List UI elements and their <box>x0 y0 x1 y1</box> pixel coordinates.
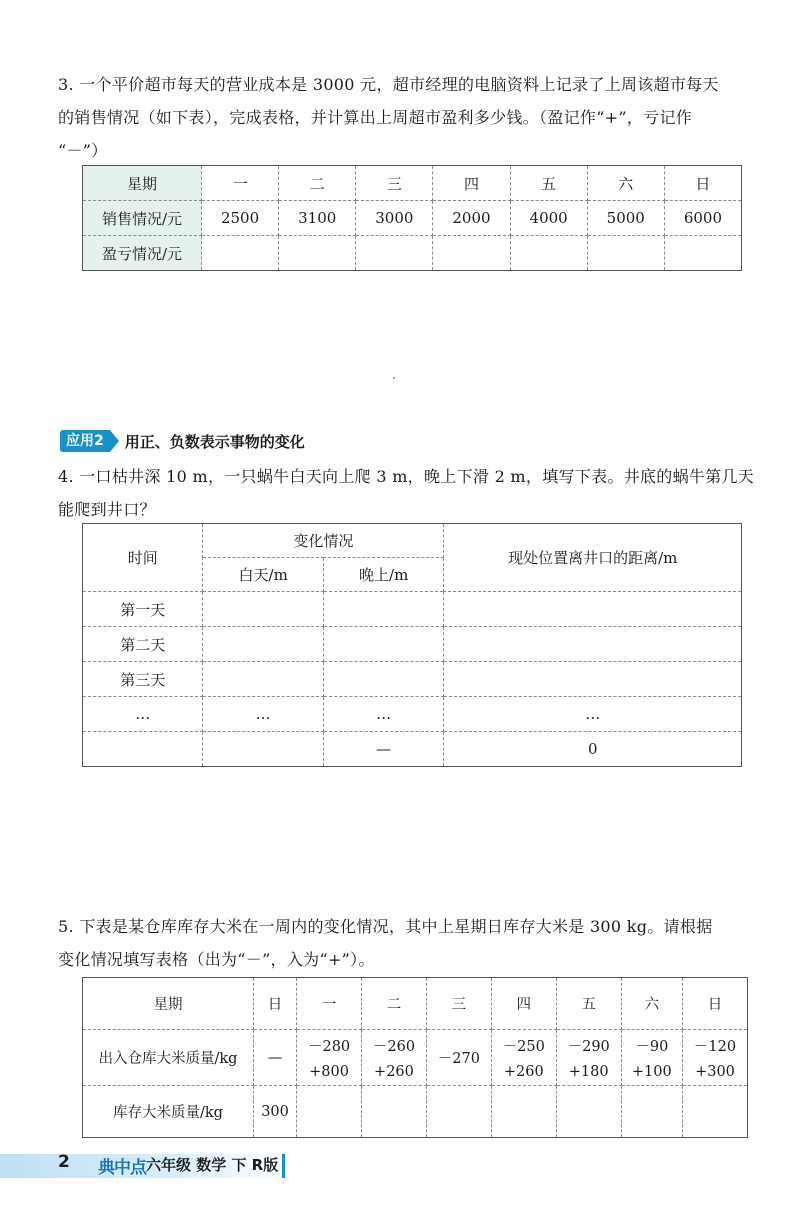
answer-cell[interactable] <box>203 627 324 662</box>
section-title: 用正、负数表示事物的变化 <box>124 432 305 451</box>
question-3-line-3: “－”） <box>58 141 108 160</box>
table-row <box>83 592 742 627</box>
table-cell: 0 <box>444 732 742 767</box>
table-cell: 3100 <box>279 201 356 236</box>
answer-cell[interactable] <box>556 1086 621 1138</box>
row-label: 库存大米质量/kg <box>83 1086 254 1138</box>
table-cell: －270 <box>426 1030 491 1086</box>
table-row <box>83 627 742 662</box>
in-value: +100 <box>631 1064 672 1080</box>
in-value: +260 <box>503 1064 544 1080</box>
table-row <box>83 236 742 271</box>
table-cell: 2500 <box>202 201 279 236</box>
header-cell: 星期 <box>83 978 254 1030</box>
answer-cell[interactable] <box>444 627 742 662</box>
table-cell <box>362 1030 427 1086</box>
answer-cell[interactable] <box>279 236 356 271</box>
in-value: +180 <box>568 1064 609 1080</box>
table-row <box>83 662 742 697</box>
page-footer <box>0 1150 800 1184</box>
header-cell: 四 <box>433 166 510 201</box>
answer-cell[interactable] <box>203 662 324 697</box>
header-cell: 六 <box>621 978 682 1030</box>
out-value: －90 <box>635 1039 669 1055</box>
header-cell: 日 <box>683 978 748 1030</box>
header-cell: 一 <box>202 166 279 201</box>
header-cell: 二 <box>362 978 427 1030</box>
in-value: +300 <box>695 1064 735 1080</box>
question-4-line-1: 4. 一口枯井深 10 m，一只蜗牛白天向上爬 3 m，晚上下滑 2 m，填写下表。井底的蜗牛第几天 <box>58 467 755 486</box>
answer-cell[interactable] <box>444 592 742 627</box>
answer-cell[interactable] <box>683 1086 748 1138</box>
sales-table <box>82 165 742 271</box>
header-cell: 五 <box>510 166 587 201</box>
ellipsis-cell: … <box>83 697 203 732</box>
answer-cell[interactable] <box>356 236 433 271</box>
answer-cell[interactable] <box>444 662 742 697</box>
header-cell: 日 <box>254 978 297 1030</box>
table-cell <box>683 1030 748 1086</box>
answer-cell[interactable] <box>323 627 444 662</box>
question-3-text <box>58 68 770 167</box>
answer-cell[interactable] <box>491 1086 556 1138</box>
row-label: 第一天 <box>83 592 203 627</box>
answer-cell[interactable] <box>433 236 510 271</box>
rice-table <box>82 977 748 1138</box>
header-cell: 四 <box>491 978 556 1030</box>
table-cell <box>491 1030 556 1086</box>
table-cell: — <box>254 1030 297 1086</box>
header-cell: 日 <box>664 166 741 201</box>
answer-cell[interactable] <box>83 732 203 767</box>
answer-cell[interactable] <box>426 1086 491 1138</box>
rice-table-header-row <box>83 978 748 1030</box>
out-value: －290 <box>567 1039 610 1055</box>
header-time: 时间 <box>83 524 203 592</box>
header-cell: 星期 <box>83 166 202 201</box>
out-value: －250 <box>502 1039 545 1055</box>
answer-cell[interactable] <box>510 236 587 271</box>
header-cell: 三 <box>356 166 433 201</box>
snail-table <box>82 523 742 767</box>
answer-cell[interactable] <box>297 1086 362 1138</box>
out-value: －280 <box>307 1039 351 1055</box>
table-row <box>83 697 742 732</box>
header-change: 变化情况 <box>203 524 444 558</box>
row-label: 销售情况/元 <box>83 201 202 236</box>
row-label: 第三天 <box>83 662 203 697</box>
scan-speck <box>393 377 395 379</box>
in-value: +800 <box>309 1064 349 1080</box>
table-cell: 2000 <box>433 201 510 236</box>
ellipsis-cell: … <box>444 697 742 732</box>
table-cell: 6000 <box>664 201 741 236</box>
section-tag-arrow-icon <box>110 430 119 452</box>
question-3-line-2: 的销售情况（如下表），完成表格，并计算出上周超市盈利多少钱。（盈记作“+”，亏记作 <box>58 108 693 127</box>
answer-cell[interactable] <box>202 236 279 271</box>
table-cell <box>556 1030 621 1086</box>
table-row <box>83 201 742 236</box>
answer-cell[interactable] <box>587 236 664 271</box>
answer-cell[interactable] <box>323 592 444 627</box>
header-cell: 三 <box>426 978 491 1030</box>
row-label: 第二天 <box>83 627 203 662</box>
book-title: 六年级 数学 下 R版 <box>146 1156 279 1174</box>
header-distance: 现处位置离井口的距离/m <box>444 524 742 592</box>
section-tag-label: 应用2 <box>60 430 110 452</box>
table-cell: 5000 <box>587 201 664 236</box>
row-label: 盈亏情况/元 <box>83 236 202 271</box>
sales-table-header-row <box>83 166 742 201</box>
brand-logo: 典中点 <box>98 1158 146 1178</box>
question-5-line-1: 5. 下表是某仓库库存大米在一周内的变化情况，其中上星期日库存大米是 300 kg。请根据 <box>58 917 713 936</box>
answer-cell[interactable] <box>203 592 324 627</box>
question-5-text <box>58 910 770 976</box>
table-row <box>83 1030 748 1086</box>
table-cell: 300 <box>254 1086 297 1138</box>
out-value: －260 <box>372 1039 416 1055</box>
header-cell: 五 <box>556 978 621 1030</box>
section-heading <box>60 430 305 452</box>
question-4-line-2: 能爬到井口？ <box>58 500 156 519</box>
answer-cell[interactable] <box>203 732 324 767</box>
table-cell <box>621 1030 682 1086</box>
header-cell: 二 <box>279 166 356 201</box>
ellipsis-cell: … <box>203 697 324 732</box>
table-cell <box>297 1030 362 1086</box>
header-cell: 六 <box>587 166 664 201</box>
header-night: 晚上/m <box>323 558 444 592</box>
answer-cell[interactable] <box>323 662 444 697</box>
out-value: －120 <box>693 1039 737 1055</box>
table-cell: — <box>323 732 444 767</box>
header-day: 白天/m <box>203 558 324 592</box>
table-row <box>83 1086 748 1138</box>
table-cell: 4000 <box>510 201 587 236</box>
row-label: 出入仓库大米质量/kg <box>83 1030 254 1086</box>
answer-cell[interactable] <box>621 1086 682 1138</box>
ellipsis-cell: … <box>323 697 444 732</box>
footer-divider <box>282 1154 285 1178</box>
question-3-line-1: 3. 一个平价超市每天的营业成本是 3000 元，超市经理的电脑资料上记录了上周该超市每天 <box>58 75 719 94</box>
header-cell: 一 <box>297 978 362 1030</box>
in-value: +260 <box>374 1064 414 1080</box>
table-cell: 3000 <box>356 201 433 236</box>
table-row <box>83 732 742 767</box>
question-5-line-2: 变化情况填写表格（出为“－”，入为“+”）。 <box>58 950 375 969</box>
answer-cell[interactable] <box>362 1086 427 1138</box>
question-4-text <box>58 460 770 526</box>
page-number: 2 <box>58 1152 70 1172</box>
answer-cell[interactable] <box>664 236 741 271</box>
snail-table-header-row <box>83 524 742 558</box>
